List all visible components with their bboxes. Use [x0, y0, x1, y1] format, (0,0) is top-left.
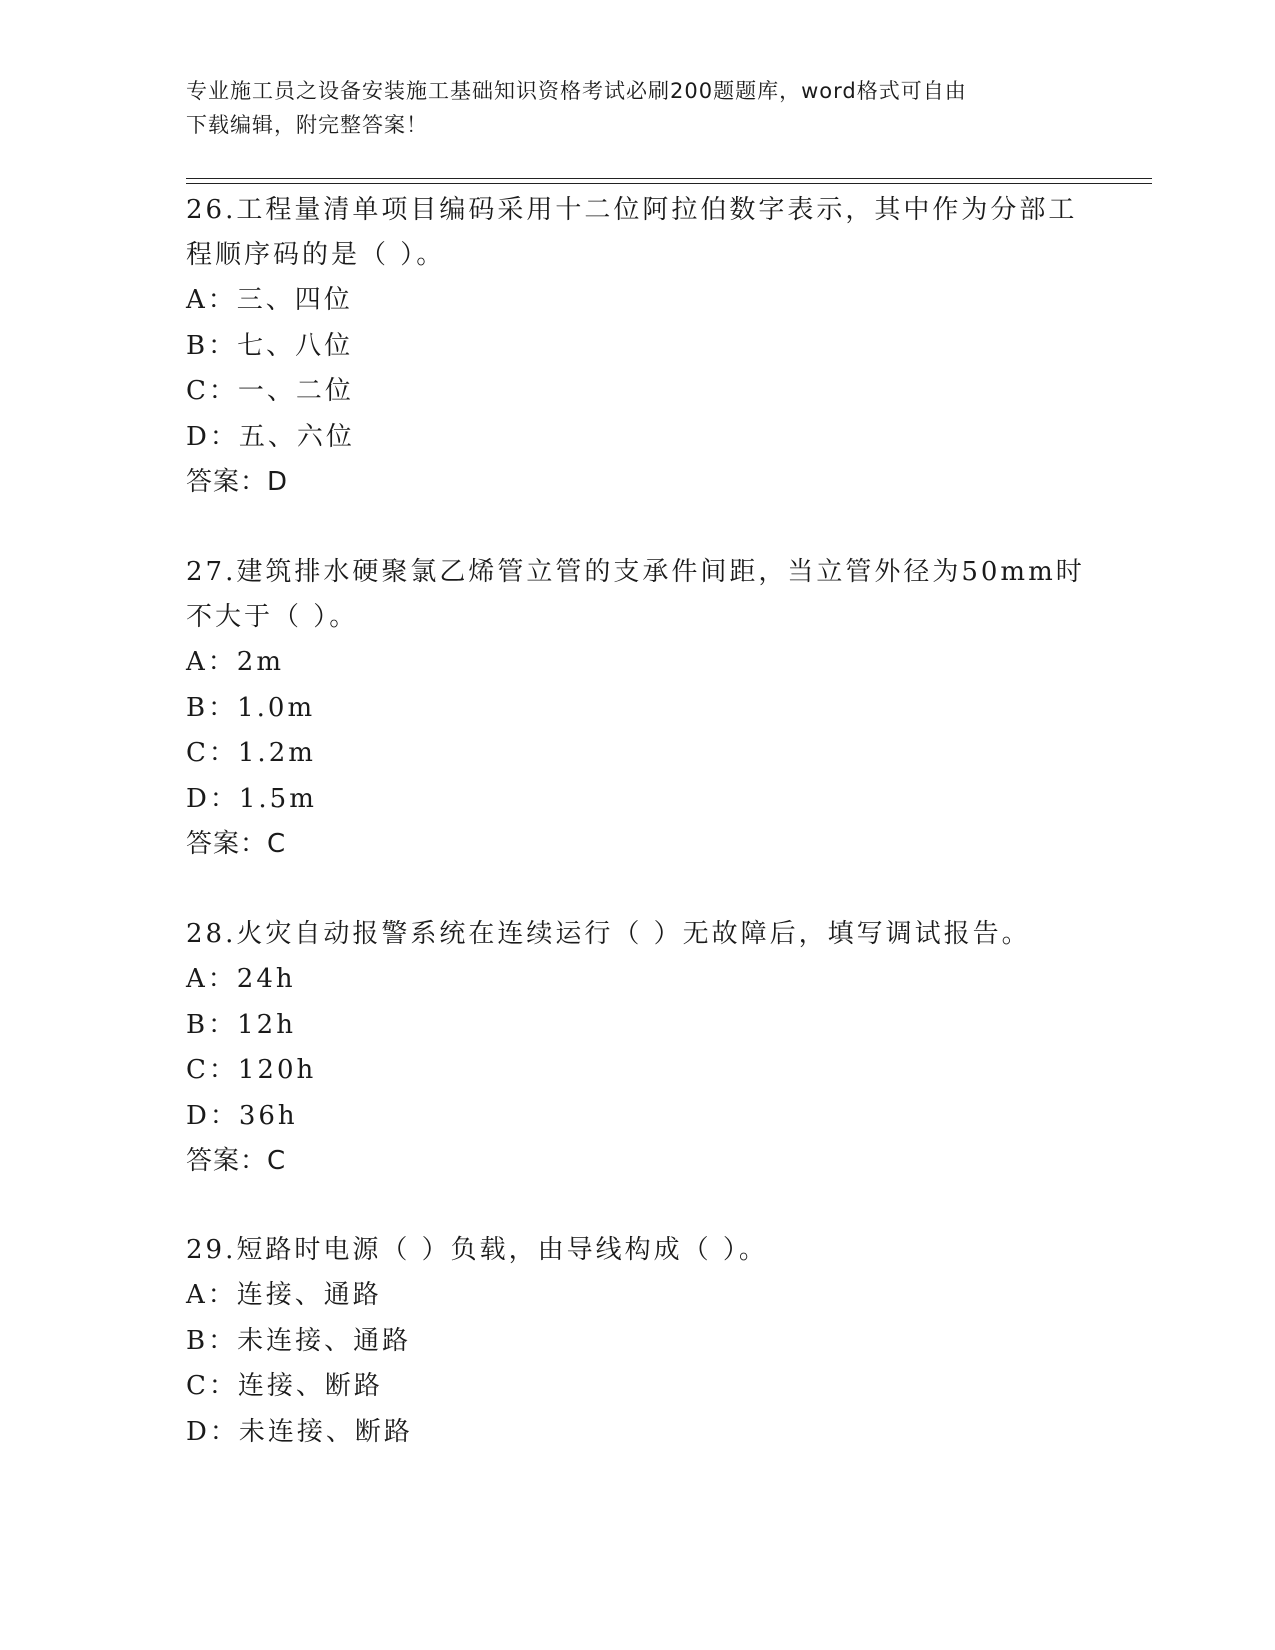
question-text-line-1: 29.短路时电源（ ）负载，由导线构成（ ）。 [186, 1235, 768, 1265]
question-text-line-1: 26.工程量清单项目编码采用十二位阿拉伯数字表示，其中作为分部工 [186, 195, 1078, 225]
option-b: B：12h [186, 1009, 296, 1040]
document-header [186, 74, 1066, 142]
option-a: A：2m [186, 647, 284, 677]
question-text-line-1: 27.建筑排水硬聚氯乙烯管立管的支承件间距，当立管外径为50mm时 [186, 557, 1085, 587]
header-divider-bottom [186, 183, 1152, 184]
option-b: B：未连接、通路 [186, 1325, 412, 1356]
option-a: A：三、四位 [186, 285, 353, 315]
answer-text: 答案：C [186, 829, 287, 859]
option-d: D：未连接、断路 [186, 1416, 413, 1447]
question-text-line-2: 不大于（ ）。 [186, 602, 359, 632]
header-divider-top [186, 178, 1152, 179]
question-27 [186, 550, 1086, 867]
question-29 [186, 1228, 1086, 1455]
option-a: A：连接、通路 [186, 1280, 382, 1310]
answer-text: 答案：C [186, 1146, 287, 1176]
option-b: B：1.0m [186, 692, 316, 723]
question-text-line-1: 28.火灾自动报警系统在连续运行（ ）无故障后，填写调试报告。 [186, 919, 1031, 949]
option-d: D：36h [186, 1100, 298, 1131]
option-c: C：1.2m [186, 738, 316, 768]
option-a: A：24h [186, 964, 296, 994]
option-b: B：七、八位 [186, 330, 354, 361]
question-text-line-2: 程顺序码的是（ ）。 [186, 240, 446, 270]
header-line-1: 专业施工员之设备安装施工基础知识资格考试必刷200题题库，word格式可自由 [186, 79, 967, 103]
option-d: D：1.5m [186, 783, 317, 814]
option-c: C：一、二位 [186, 376, 354, 406]
header-line-2: 下载编辑，附完整答案！ [186, 113, 428, 137]
option-c: C：120h [186, 1055, 317, 1085]
option-d: D：五、六位 [186, 421, 355, 452]
option-c: C：连接、断路 [186, 1371, 383, 1401]
question-26 [186, 188, 1086, 505]
question-28 [186, 912, 1086, 1184]
answer-text: 答案：D [186, 467, 289, 497]
